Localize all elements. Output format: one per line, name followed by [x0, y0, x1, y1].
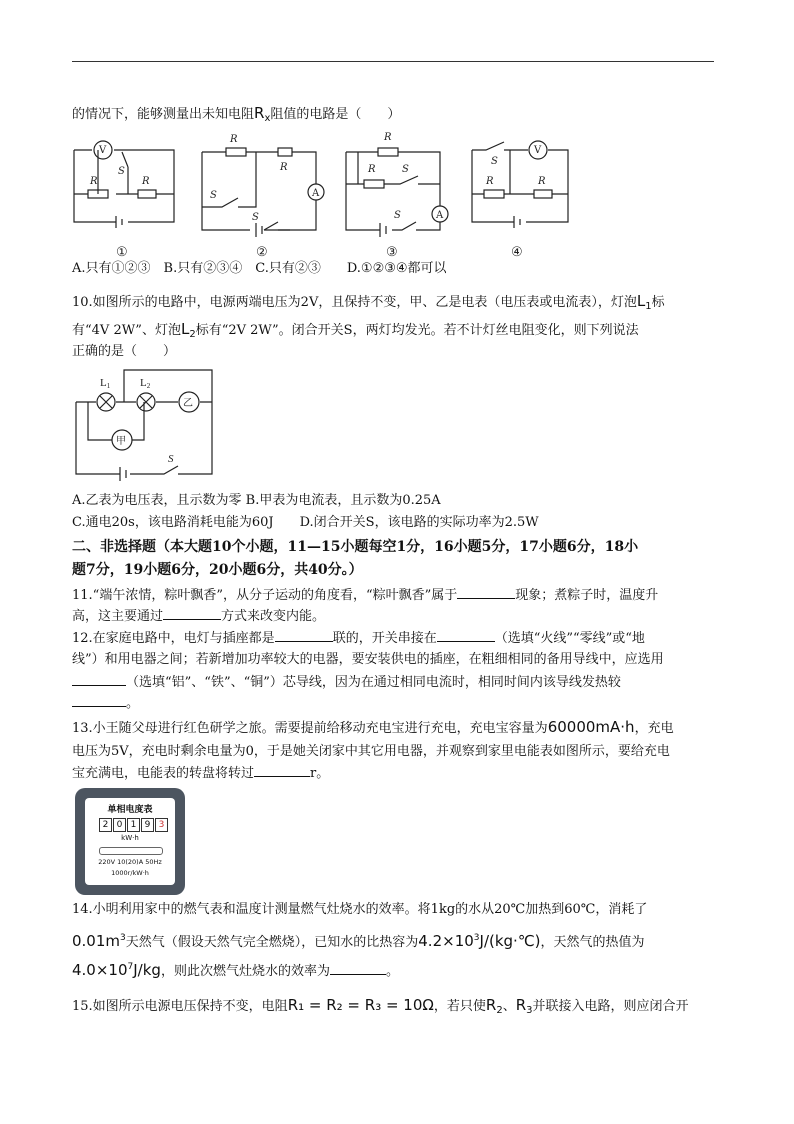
- q14-line-3: [72, 958, 399, 981]
- q14-line2-text: 天然气（假设天然气完全燃烧），已知水的比热容为: [125, 935, 419, 950]
- q11-blank-1[interactable]: [457, 586, 515, 599]
- diagram-label-4: ④: [511, 245, 523, 260]
- resistor-rx-icon: [226, 148, 246, 156]
- q13-line1-tail: ，充电: [634, 721, 674, 736]
- q13-capacity: 60000mA·h: [547, 718, 635, 736]
- q11-blank-2[interactable]: [163, 607, 221, 620]
- q12-line4-tail: 。: [126, 696, 140, 711]
- meter-spec: 220V 10(20)A 50Hz: [98, 858, 162, 866]
- q10-l2-label: L2: [140, 377, 151, 390]
- q11-line1-tail: 现象；煮粽子时，温度升: [515, 588, 659, 603]
- q9-rx-sub: x: [264, 113, 271, 124]
- q14-heat-cap-base: 4.2×10: [418, 932, 474, 950]
- q15-r2-symbol: [486, 996, 503, 1014]
- c1-r0-label: R: [90, 176, 98, 187]
- q15-r3-letter: R: [515, 996, 527, 1014]
- q13-line1-text: 13.小王随父母进行红色研学之旅。需要提前给移动充电宝进行充电，充电宝容量为: [72, 721, 548, 736]
- q10-l1-label: L1: [100, 377, 111, 390]
- q11-line-1: [72, 586, 658, 605]
- c4-r0-label: R: [486, 176, 494, 187]
- lamp-l2-cross: [140, 396, 152, 408]
- q15-resistor-equation: R₁ = R₂ = R₃ = 10Ω: [287, 996, 434, 1014]
- q10-yi-label: 乙: [183, 398, 193, 409]
- lamp-l1-cross: [100, 396, 112, 408]
- q14-line2-tail: ，天然气的热值为: [540, 935, 645, 950]
- q12-line3-text: （选填“铝”、“铁”、“铜”）芯导线，因为在通过相同电流时，相同时间内该导线发热较: [126, 675, 621, 690]
- q14-heat-val-base: 4.0×10: [72, 961, 128, 979]
- q9-stem-tail: 阻值的电路是（ ）: [270, 107, 401, 122]
- battery-icon: [514, 216, 520, 228]
- resistor-r0-icon: [484, 190, 504, 198]
- c4-rx-label: R: [538, 176, 546, 187]
- q15-line-tail: 并联接入电路，则应闭合开: [532, 999, 689, 1014]
- c2-s2-label: S: [252, 212, 259, 223]
- meter-digit: 2: [99, 818, 112, 832]
- q12-line-1: [72, 629, 645, 648]
- q14-volume-value: 0.01m: [72, 932, 121, 950]
- battery-icon: [256, 223, 262, 237]
- q13-line-3: [72, 764, 329, 783]
- q14-volume-sup: 3: [120, 933, 126, 943]
- q10-l1-sub: 1: [645, 301, 652, 312]
- electric-meter-image: [75, 788, 185, 895]
- q14-heat-value: [72, 961, 161, 979]
- q9-rx-symbol: [254, 104, 270, 122]
- resistor-r0-icon: [378, 148, 398, 156]
- section-2-heading-1: 二、非选择题（本大题10个小题，11—15小题每空1分，16小题5分，17小题6分，18小: [72, 539, 639, 555]
- q15-separator: 、: [502, 999, 516, 1014]
- q14-line-1: 14.小明利用家中的燃气表和温度计测量燃气灶烧水的效率。将1kg的水从20℃加热到60℃，消耗了: [72, 902, 648, 917]
- q9-circuit-diagrams: [66, 122, 586, 262]
- meter-digit-decimal: 3: [155, 818, 168, 832]
- c1-s-label: S: [118, 166, 125, 177]
- meter-digit: 1: [127, 818, 140, 832]
- c3-s1-label: S: [394, 210, 401, 221]
- q10-line-1: [72, 292, 665, 316]
- q12-blank-1[interactable]: [275, 629, 333, 642]
- q11-line2-text: 高，这主要通过: [72, 609, 164, 624]
- electric-meter-face: [85, 798, 175, 885]
- c1-rx-label: R: [142, 176, 150, 187]
- q14-line3-tail: 。: [385, 964, 399, 979]
- q9-stem-text: 的情况下，能够测量出未知电阻: [72, 107, 255, 122]
- q10-line1-text: 10.如图所示的电路中，电源两端电压为2V，且保持不变，甲、乙是电表（电压表或电流表），灯泡: [72, 295, 637, 310]
- q12-line-2: 线”）和用电器之间；若新增加功率较大的电器，要安装供电的插座，在粗细相同的备用导线中，应选用: [72, 652, 664, 667]
- meter-unit: kW·h: [121, 834, 139, 842]
- q12-line-3: [72, 673, 621, 692]
- diagram-label-3: ③: [386, 245, 398, 260]
- q15-r3-sub: 3: [526, 1005, 533, 1016]
- battery-icon: [116, 216, 122, 228]
- c4-v-label: V: [534, 145, 542, 156]
- q12-blank-3[interactable]: [72, 673, 126, 686]
- q10-line1-tail: 标: [651, 295, 665, 310]
- resistor-r0-icon: [278, 148, 292, 156]
- q10-option-cd: C.通电20s，该电路消耗电能为60J D.闭合开关S，该电路的实际功率为2.5W: [72, 515, 539, 530]
- section-2-heading-2: 题7分，19小题6分，20小题6分，共40分。）: [72, 562, 363, 578]
- q10-option-ab: A.乙表为电压表，且示数为零 B.甲表为电流表，且示数为0.25A: [72, 493, 441, 508]
- q10-line2-text: 有“4V 2W”、灯泡: [72, 323, 181, 338]
- circuit-2: [202, 148, 324, 237]
- q12-line1-mid: 联的，开关串接在: [332, 631, 437, 646]
- c4-s-label: S: [491, 156, 498, 167]
- q13-line-1: [72, 718, 674, 738]
- q10-s-label: S: [168, 453, 174, 465]
- q14-heat-capacity: [418, 932, 540, 950]
- q13-blank-1[interactable]: [254, 764, 310, 777]
- c3-a-label: A: [436, 210, 444, 221]
- q10-l2-sub: 2: [189, 329, 196, 340]
- battery-icon: [380, 223, 386, 237]
- c1-v-label: V: [99, 145, 107, 156]
- q13-line3-text: 宝充满电，电能表的转盘将转过: [72, 766, 255, 781]
- q12-line1-text: 12.在家庭电路中，电灯与插座都是: [72, 631, 275, 646]
- q10-line-3: 正确的是（ ）: [72, 344, 177, 359]
- header-rule: [72, 61, 714, 62]
- q15-r2-sub: 2: [496, 1005, 503, 1016]
- battery-icon: [120, 467, 126, 481]
- resistor-rx-icon: [534, 190, 552, 198]
- q10-line2-tail: 标有“2V 2W”。闭合开关S，两灯均发光。若不计灯丝电阻变化，则下列说法: [195, 323, 639, 338]
- q10-l1-letter: L: [636, 292, 646, 310]
- q11-line1-text: 11.“端午浓情，粽叶飘香”，从分子运动的角度看，“粽叶飘香”属于: [72, 588, 458, 603]
- q15-line-1: [72, 996, 689, 1020]
- circuit-3: [346, 148, 448, 237]
- switch-s2-icon: [264, 222, 290, 230]
- c3-s2-label: S: [402, 164, 409, 175]
- q13-line-2: 电压为5V，充电时剩余电量为0，于是她关闭家中其它用电器，并观察到家里电能表如图所示，要给充电: [72, 744, 670, 759]
- meter-digit: 0: [113, 818, 126, 832]
- c2-rx-label: R: [230, 134, 238, 145]
- q14-blank-1[interactable]: [330, 962, 386, 975]
- circuit-1: [74, 141, 174, 228]
- q12-line1-tail: （选填“火线”“零线”或“地: [494, 631, 645, 646]
- q15-line-text: 15.如图所示电源电压保持不变，电阻: [72, 999, 288, 1014]
- q10-l2-symbol: [181, 320, 196, 338]
- q10-l1-symbol: [637, 292, 652, 310]
- diagram-label-1: ①: [116, 245, 128, 260]
- q14-heat-val-sup: 7: [127, 962, 134, 972]
- meter-title: 单相电度表: [107, 805, 153, 815]
- q12-blank-4[interactable]: [72, 694, 126, 707]
- q15-r2-letter: R: [485, 996, 497, 1014]
- q10-jia-label: 甲: [116, 436, 126, 447]
- q12-blank-2[interactable]: [437, 629, 495, 642]
- meter-rate: 1000r/kW·h: [111, 869, 149, 877]
- q11-line-2: [72, 607, 325, 626]
- q10-line-2: [72, 320, 639, 344]
- q14-line3-text: ，则此次燃气灶烧水的效率为: [160, 964, 330, 979]
- meter-disc-window: [99, 847, 163, 855]
- c2-s1-label: S: [210, 190, 217, 201]
- q15-r3-symbol: [516, 996, 533, 1014]
- meter-digit: 9: [141, 818, 154, 832]
- q14-heat-cap-unit: J/(kg·℃): [479, 932, 541, 950]
- q12-line-4: [72, 694, 139, 713]
- q10-circuit-diagram: [72, 366, 218, 482]
- c3-rx-label: R: [368, 164, 376, 175]
- q14-volume: [72, 932, 126, 950]
- q14-heat-cap-sup: 3: [473, 933, 480, 943]
- meter-digits: [99, 818, 169, 832]
- q14-heat-val-unit: J/kg: [133, 961, 161, 979]
- diagram-label-2: ②: [256, 245, 268, 260]
- q15-line-mid: ，若只使: [433, 999, 486, 1014]
- q13-line3-tail: r。: [310, 766, 330, 781]
- resistor-rx-icon: [138, 190, 156, 198]
- q11-line2-tail: 方式来改变内能。: [221, 609, 326, 624]
- resistor-rx-icon: [364, 180, 384, 188]
- q10-l2-letter: L: [180, 320, 190, 338]
- c2-a-label: A: [312, 188, 320, 199]
- q9-options: A.只有①②③ B.只有②③④ C.只有②③ D.①②③④都可以: [72, 261, 447, 276]
- q14-line-2: [72, 929, 645, 952]
- c2-r0-label: R: [280, 162, 288, 173]
- c3-r0-label: R: [384, 132, 392, 143]
- q9-rx-letter: R: [254, 104, 265, 122]
